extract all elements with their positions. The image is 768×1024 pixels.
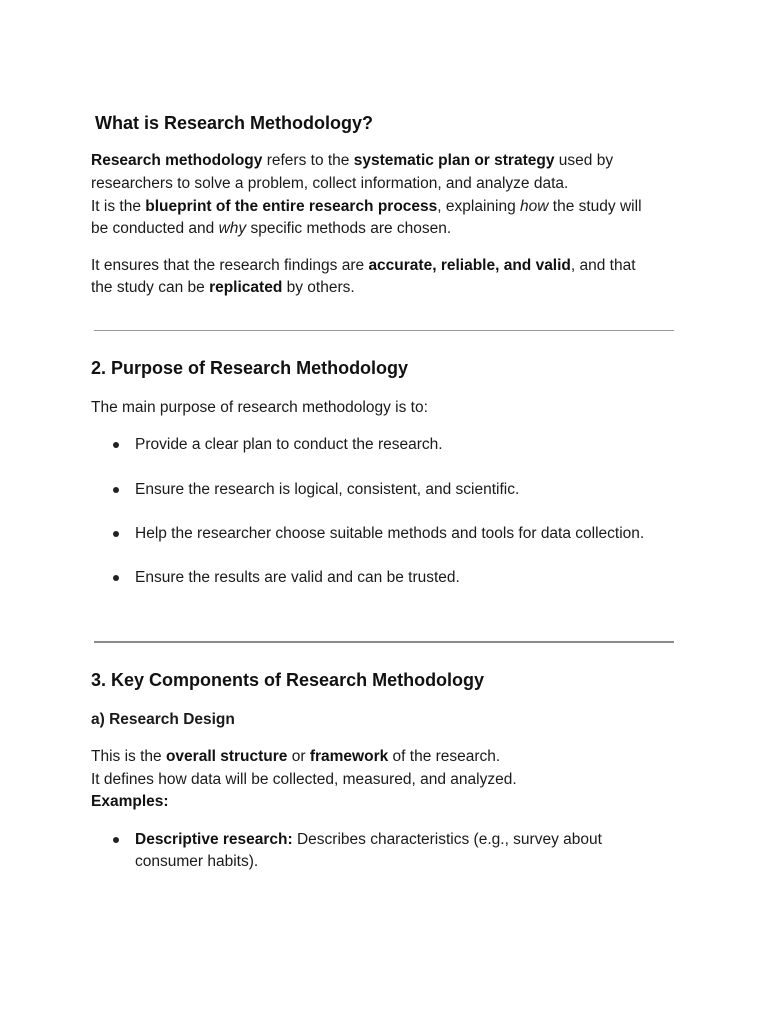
bullet-icon [113, 531, 119, 537]
text: be conducted and [91, 220, 219, 237]
horizontal-divider [94, 330, 674, 331]
section-heading: 3. Key Components of Research Methodology [91, 670, 485, 690]
examples-label: Examples: [91, 793, 169, 810]
bold-term: Research methodology [91, 152, 263, 169]
bold-term: blueprint of the entire research process [145, 198, 438, 215]
list-item: Ensure the research is logical, consistent, and scientific. [135, 481, 520, 498]
bold-term: systematic plan or strategy [353, 152, 555, 169]
text: the study will [548, 198, 642, 215]
text: used by [554, 152, 614, 169]
bold-term: accurate, reliable, and valid [368, 257, 571, 274]
bullet-icon [113, 442, 119, 448]
list-item-continuation: consumer habits). [135, 853, 259, 870]
paragraph: The main purpose of research methodology is to: [91, 399, 428, 416]
intro-line [91, 219, 451, 239]
text: Describes characteristics (e.g., survey about [292, 831, 602, 848]
list-item [135, 830, 602, 850]
bold-term: framework [309, 748, 389, 765]
intro-line [91, 256, 636, 276]
bullet-icon [113, 487, 119, 493]
text: specific methods are chosen. [246, 220, 452, 237]
text: of the research. [388, 748, 501, 765]
subsection-heading: a) Research Design [91, 711, 235, 728]
bold-term: Descriptive research: [135, 831, 293, 848]
italic-term: why [218, 220, 247, 237]
text: or [287, 748, 310, 765]
bullet-icon [113, 837, 119, 843]
bold-term: replicated [209, 279, 283, 296]
text: It is the [91, 198, 146, 215]
intro-line [91, 197, 642, 217]
intro-line: researchers to solve a problem, collect information, and analyze data. [91, 175, 569, 192]
intro-line [91, 278, 355, 298]
bullet-icon [113, 575, 119, 581]
list-item: Ensure the results are valid and can be trusted. [135, 569, 460, 586]
text: refers to the [262, 152, 354, 169]
intro-line [91, 151, 613, 171]
italic-term: how [520, 198, 549, 215]
list-item: Help the researcher choose suitable methods and tools for data collection. [135, 525, 645, 542]
text: the study can be [91, 279, 210, 296]
horizontal-divider [94, 641, 674, 643]
text: by others. [282, 279, 355, 296]
paragraph-line [91, 747, 500, 767]
section-heading: 2. Purpose of Research Methodology [91, 358, 409, 378]
bold-term: overall structure [165, 748, 288, 765]
text: This is the [91, 748, 166, 765]
text: , and that [570, 257, 636, 274]
paragraph-line: It defines how data will be collected, measured, and analyzed. [91, 771, 517, 788]
text: It ensures that the research findings are [91, 257, 369, 274]
text: , explaining [437, 198, 521, 215]
document-title: What is Research Methodology? [95, 113, 374, 133]
list-item: Provide a clear plan to conduct the research. [135, 436, 443, 453]
